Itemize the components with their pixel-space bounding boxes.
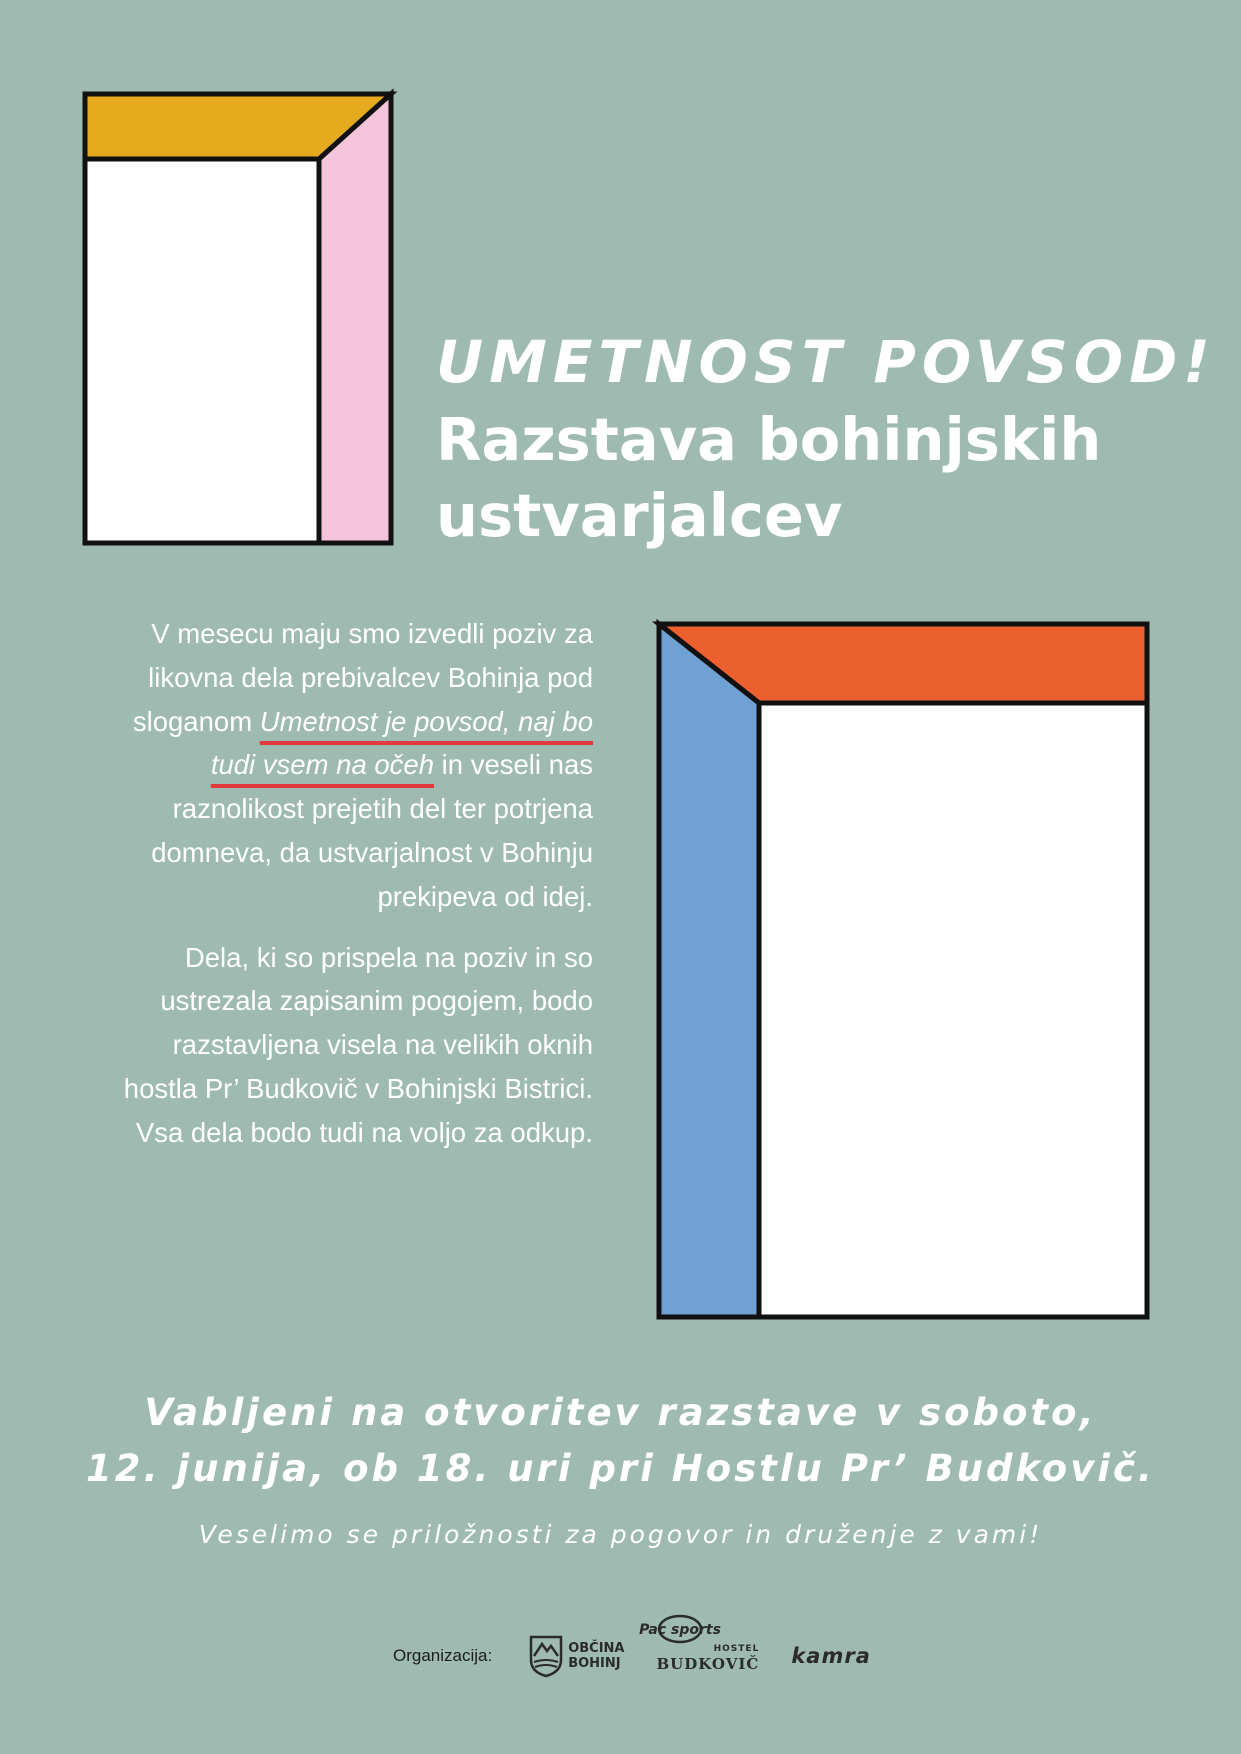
kamra-logo-text: kamra bbox=[791, 1644, 871, 1668]
page-subtitle: Razstava bohinjskih ustvarjalcev bbox=[436, 405, 1102, 550]
hostel-logo-small: HOSTEL bbox=[713, 1644, 760, 1654]
kamra-logo bbox=[791, 1644, 871, 1668]
tagline: Veselimo se priložnosti za pogovor in druženje z vami! bbox=[198, 1520, 1043, 1549]
right-frame-illustration bbox=[656, 621, 1150, 1320]
intro-text-before: V mesecu maju smo izvedli poziv za likovna dela prebivalcev Bohinja pod sloganom bbox=[132, 618, 593, 737]
invitation bbox=[0, 1385, 1241, 1497]
hostel-budkovic-logo bbox=[638, 1622, 760, 1673]
intro-paragraph bbox=[113, 612, 593, 919]
invitation-line-2: 12. junija, ob 18. uri pri Hostlu Pr’ Budkovič. bbox=[86, 1447, 1155, 1490]
page-title: UMETNOST POVSOD! bbox=[436, 328, 1216, 396]
invitation-line-1: Vabljeni na otvoritev razstave v soboto, bbox=[144, 1391, 1097, 1434]
obcina-bohinj-logo bbox=[528, 1634, 624, 1678]
top-left-frame-illustration bbox=[82, 91, 394, 546]
obcina-crest-icon bbox=[528, 1634, 564, 1678]
body-text bbox=[113, 612, 593, 1155]
organizers-label: Organizacija: bbox=[393, 1646, 493, 1665]
pac-sports-emblem-text: Pac sports bbox=[638, 1622, 721, 1638]
pac-sports-emblem-icon bbox=[638, 1614, 721, 1644]
details-paragraph: Dela, ki so prispela na poziv in so ustrezala zapisanim pogojem, bodo razstavljena visela na velikih oknih hostla Pr’ Budkovič v Bohinjski Bistrici. Vsa dela bodo tudi na voljo za odkup. bbox=[123, 941, 593, 1148]
organizers-footer bbox=[393, 1622, 903, 1686]
title-block bbox=[436, 322, 1216, 554]
intro-text-after: in veseli nas raznolikost prejetih del ter potrjena domneva, da ustvarjalnost v Bohinju prekipeva od idej. bbox=[151, 749, 593, 912]
slogan: Umetnost je povsod, naj bo tudi vsem na očeh bbox=[210, 705, 593, 781]
obcina-logo-line1: OBČINA bbox=[568, 1641, 625, 1656]
obcina-logo-line2: BOHINJ bbox=[568, 1656, 621, 1671]
hostel-logo-name: BUDKOVIČ bbox=[656, 1655, 760, 1673]
